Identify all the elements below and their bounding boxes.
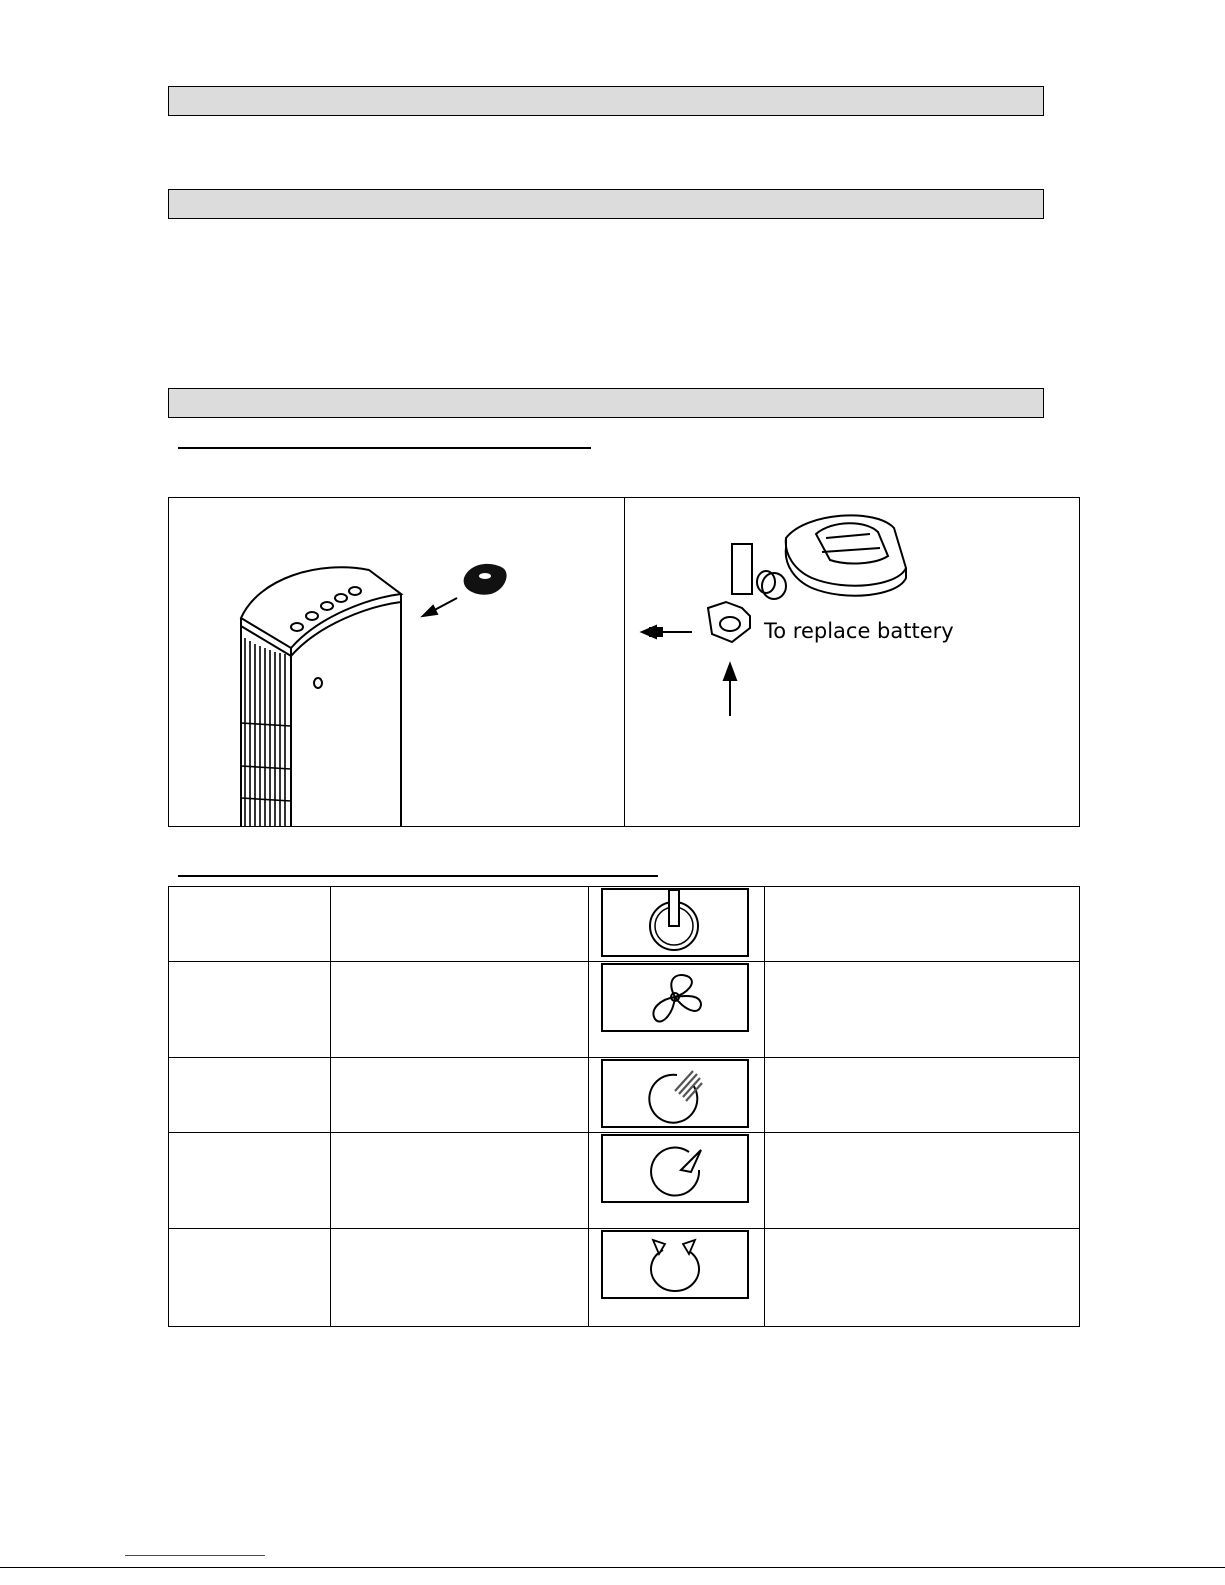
table-row-divider — [169, 1132, 1079, 1133]
table-row-icon-cell — [601, 1059, 749, 1128]
controls-table — [168, 886, 1080, 1327]
battery-replacement-illustration — [626, 498, 1080, 826]
section-header-bar-3 — [168, 388, 1044, 418]
remote-control-icon — [464, 564, 507, 595]
purifier-tower-illustration — [169, 498, 623, 826]
timer-icon — [603, 1136, 747, 1201]
footer-link-underline — [125, 1555, 265, 1556]
subheading-underline-2 — [178, 875, 658, 877]
battery-caption: To replace battery — [764, 619, 954, 643]
page-bottom-rule — [0, 1567, 1225, 1568]
table-row-divider — [169, 1057, 1079, 1058]
figure-divider — [624, 498, 625, 826]
section-header-bar-2 — [168, 189, 1044, 219]
table-row-divider — [169, 961, 1079, 962]
table-column-divider — [588, 887, 589, 1326]
table-row-icon-cell — [601, 1230, 749, 1299]
remote-figure-box — [168, 497, 1080, 827]
subheading-underline-1 — [178, 447, 591, 449]
table-row-icon-cell — [601, 963, 749, 1032]
table-row-icon-cell — [601, 1134, 749, 1203]
auto-mode-icon — [603, 1232, 747, 1297]
table-row-divider — [169, 1228, 1079, 1229]
table-column-divider — [764, 887, 765, 1326]
table-row-icon-cell — [601, 888, 749, 957]
fan-icon — [603, 965, 747, 1030]
ionizer-icon — [603, 1061, 747, 1126]
section-header-bar-1 — [168, 86, 1044, 116]
table-column-divider — [330, 887, 331, 1326]
power-icon — [603, 890, 747, 955]
